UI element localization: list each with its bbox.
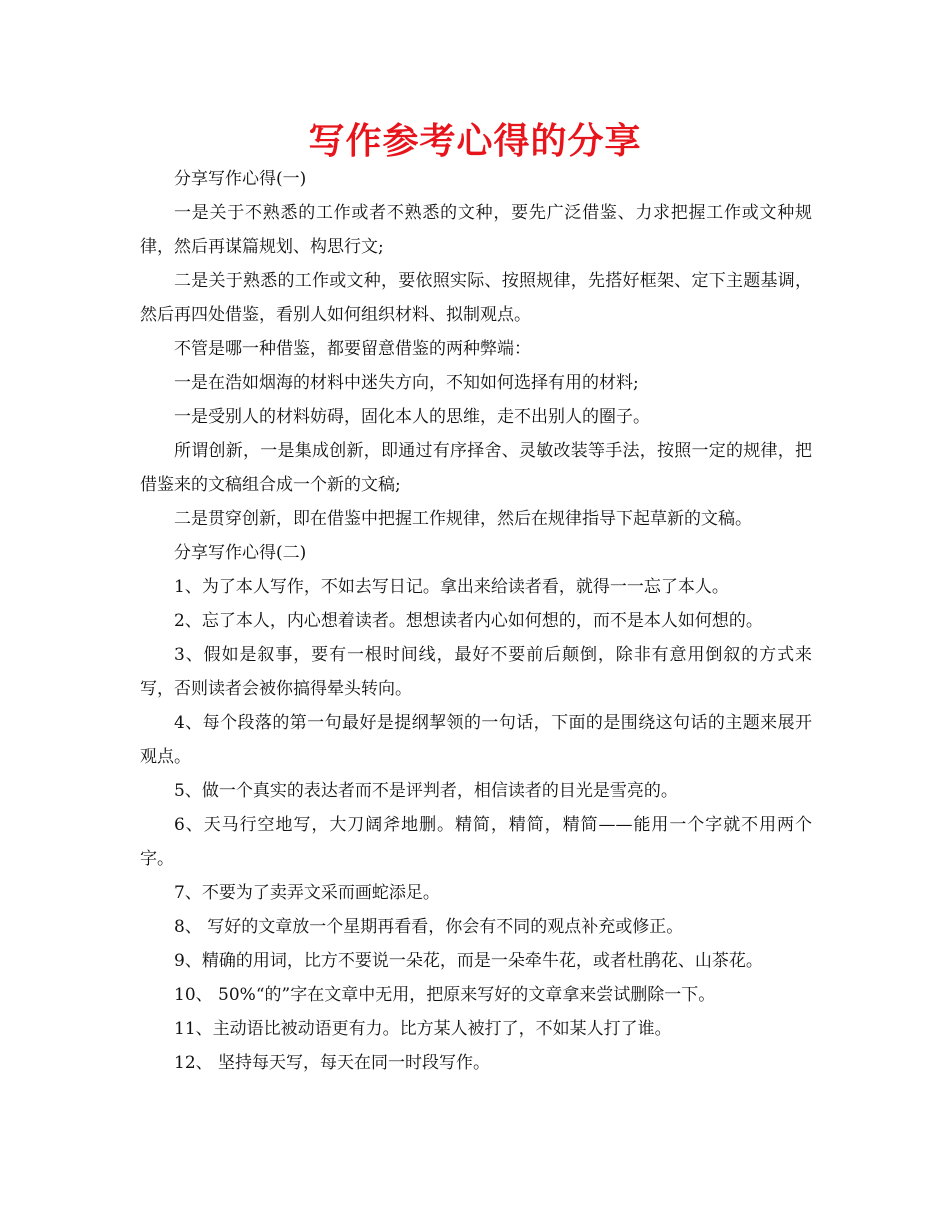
- list-item: 7、不要为了卖弄文采而画蛇添足。: [174, 883, 440, 903]
- list-item: 1、为了本人写作，不如去写日记。拿出来给读者看，就得一一忘了本人。: [174, 577, 729, 597]
- document-body: [140, 162, 812, 1080]
- paragraph: 二是关于熟悉的工作或文种，要依照实际、按照规律，先搭好框架、定下主题基调，然后再四处借鉴，看别人如何组织材料、拟制观点。: [140, 271, 812, 325]
- list-item: 8、 写好的文章放一个星期再看看，你会有不同的观点补充或修正。: [174, 917, 684, 937]
- list-item: 9、精确的用词，比方不要说一朵花，而是一朵牵牛花，或者杜鹃花、山茶花。: [174, 951, 763, 971]
- document-title: 写作参考心得的分享: [308, 121, 642, 162]
- list-item: 3、假如是叙事，要有一根时间线，最好不要前后颠倒，除非有意用倒叙的方式来写，否则读者会被你搞得晕头转向。: [140, 645, 812, 699]
- list-item: 11、主动语比被动语更有力。比方某人被打了，不如某人打了谁。: [174, 1019, 672, 1039]
- list-item: 4、每个段落的第一句最好是提纲挈领的一句话，下面的是围绕这句话的主题来展开观点。: [140, 713, 812, 767]
- paragraph: 不管是哪一种借鉴，都要留意借鉴的两种弊端：: [174, 339, 531, 359]
- list-item: 6、天马行空地写，大刀阔斧地删。精简，精简，精简——能用一个字就不用两个字。: [140, 815, 812, 869]
- paragraph: 一是关于不熟悉的工作或者不熟悉的文种，要先广泛借鉴、力求把握工作或文种规律，然后再谋篇规划、构思行文;: [140, 203, 812, 257]
- list-item: 10、 50%“的”字在文章中无用，把原来写好的文章拿来尝试删除一下。: [174, 985, 716, 1005]
- section-heading: 分享写作心得(一): [174, 169, 307, 189]
- list-item: 5、做一个真实的表达者而不是评判者，相信读者的目光是雪亮的。: [174, 781, 678, 801]
- list-item: 2、忘了本人，内心想着读者。想想读者内心如何想的，而不是本人如何想的。: [174, 611, 763, 631]
- paragraph: 二是贯穿创新，即在借鉴中把握工作规律，然后在规律指导下起草新的文稿。: [174, 509, 752, 529]
- section-heading: 分享写作心得(二): [174, 543, 307, 563]
- paragraph: 一是在浩如烟海的材料中迷失方向，不知如何选择有用的材料;: [174, 373, 639, 393]
- paragraph: 所谓创新，一是集成创新，即通过有序择舍、灵敏改装等手法，按照一定的规律，把借鉴来的文稿组合成一个新的文稿;: [140, 441, 812, 495]
- list-item: 12、 坚持每天写，每天在同一时段写作。: [174, 1053, 491, 1073]
- paragraph: 一是受别人的材料妨碍，固化本人的思维，走不出别人的圈子。: [174, 407, 650, 427]
